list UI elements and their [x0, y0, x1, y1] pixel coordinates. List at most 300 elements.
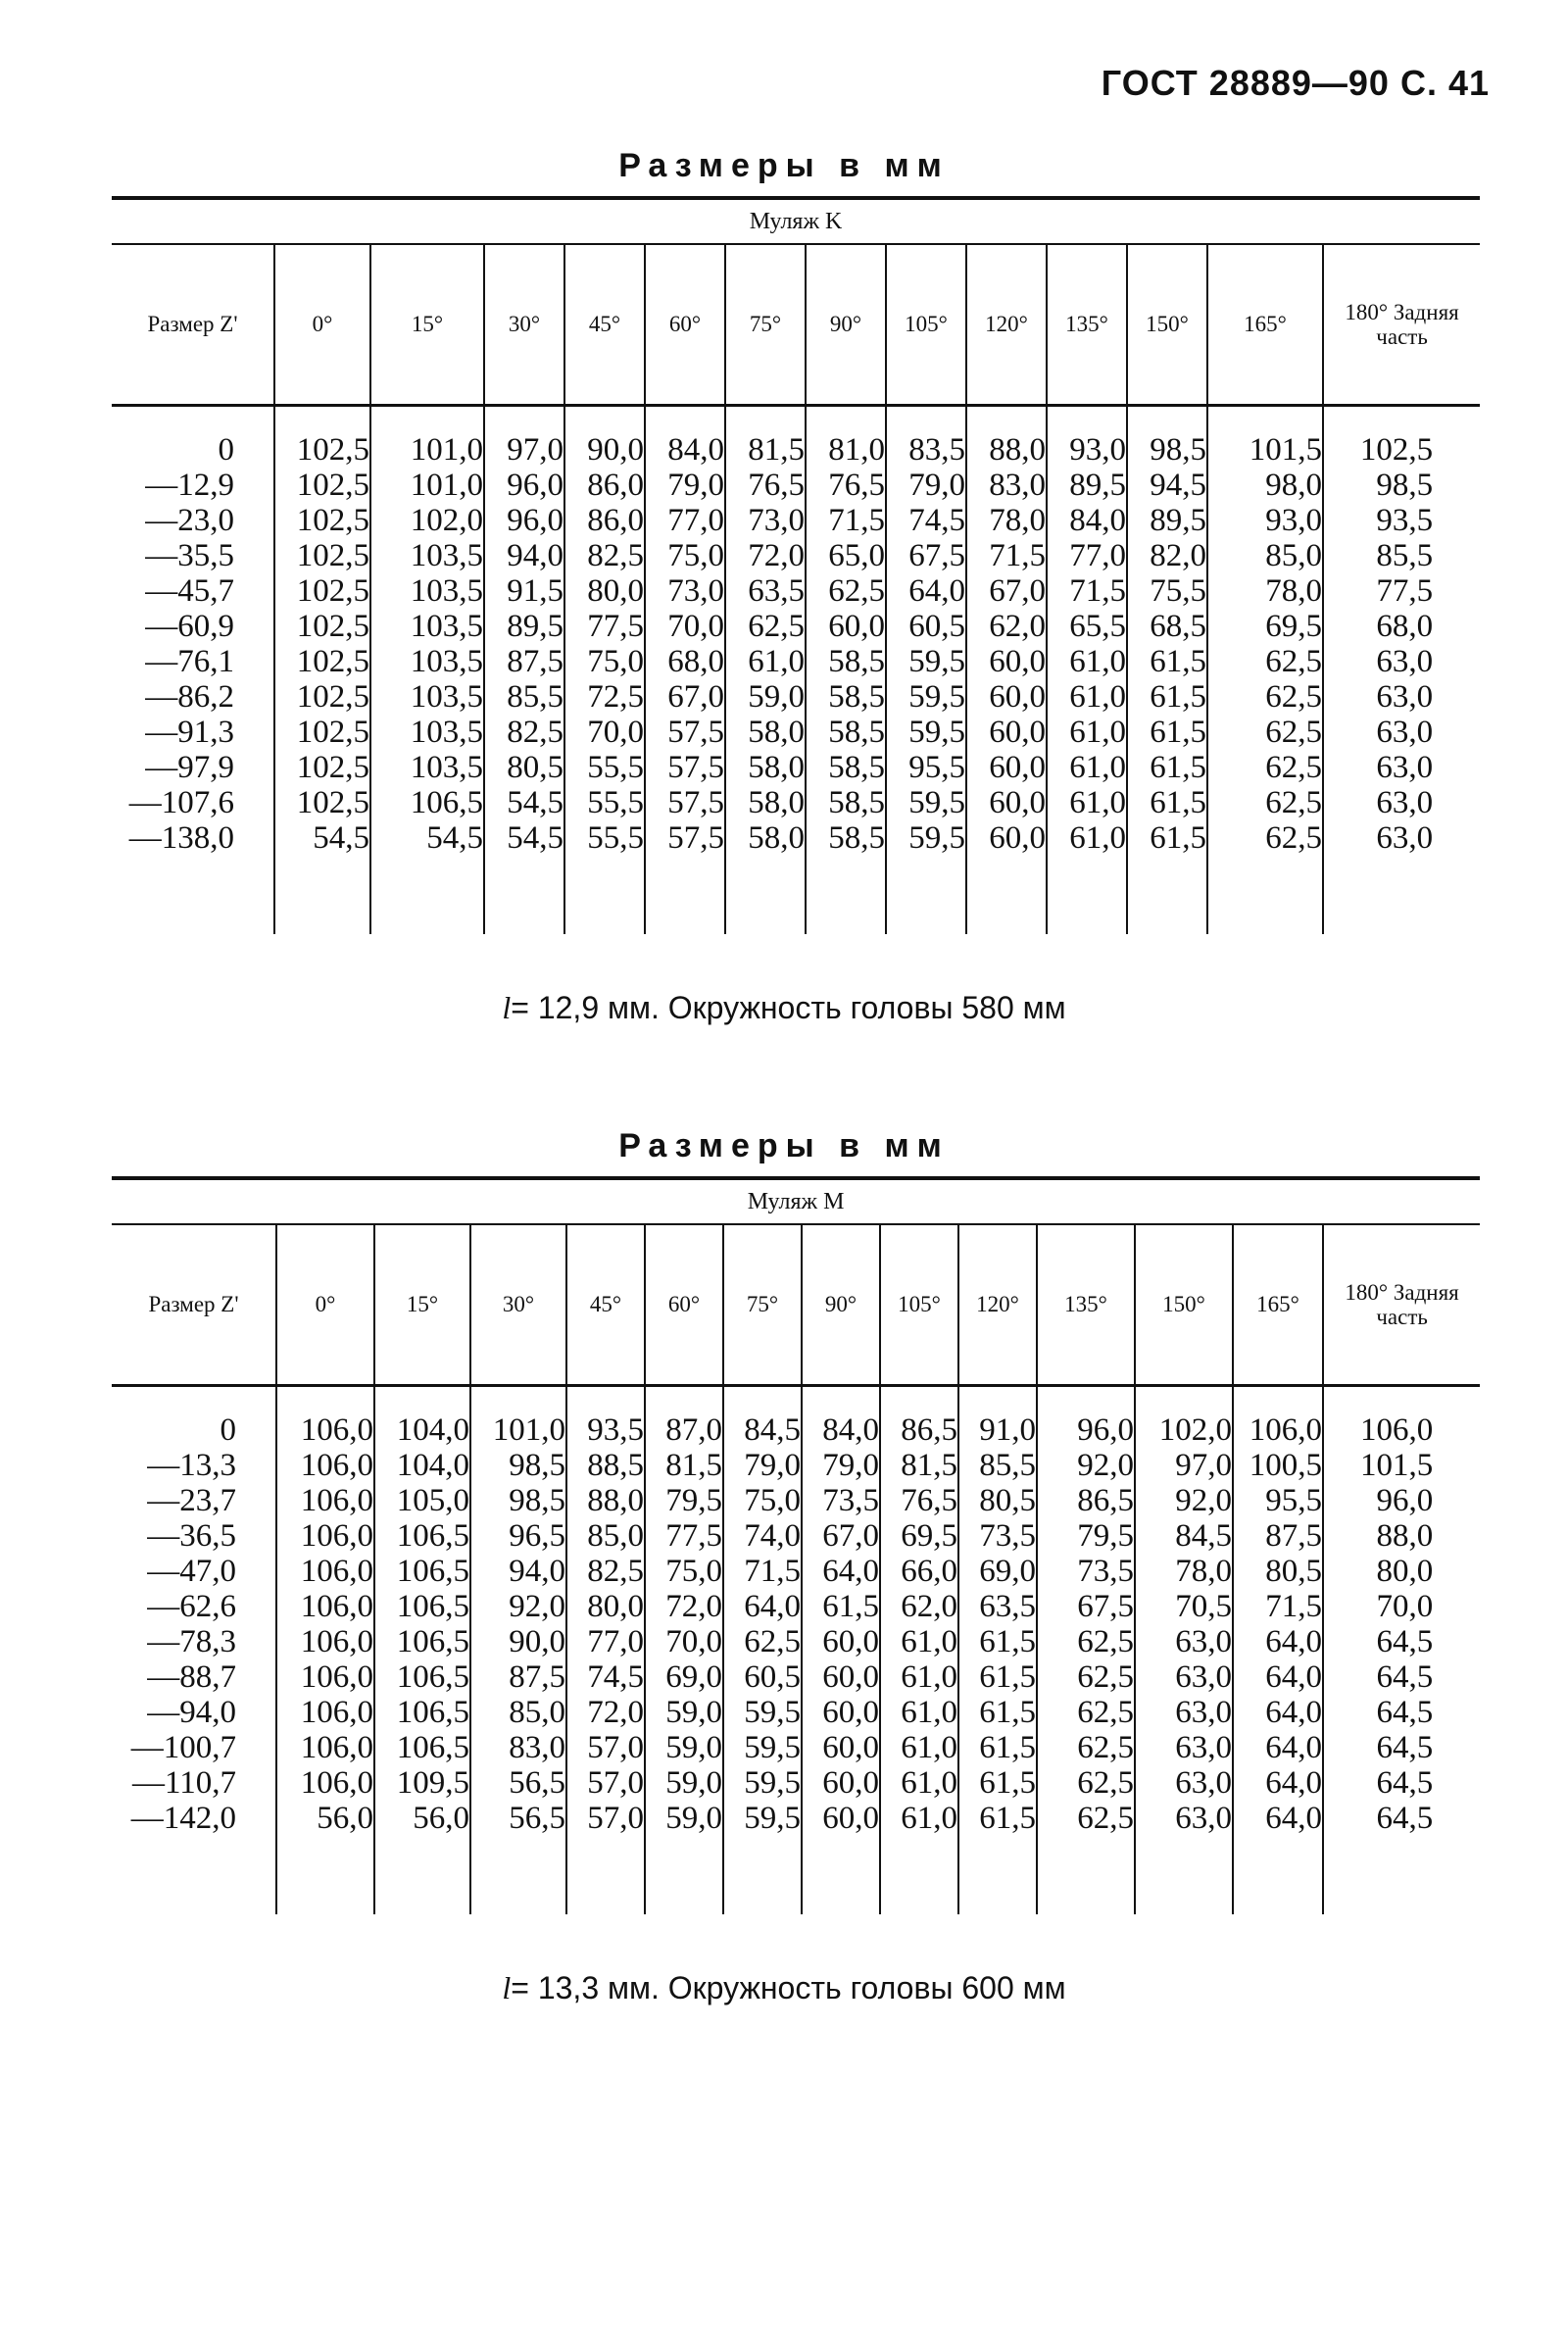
table2-cell: 106,0 [276, 1624, 374, 1659]
table2-cell: 62,5 [1037, 1624, 1135, 1659]
table2-row-label: —36,5 [147, 1518, 236, 1554]
table2-cell: 106,0 [276, 1518, 374, 1554]
table1-cell: 60,5 [886, 609, 966, 644]
table1-header-row [112, 244, 1480, 406]
table1-cell: 58,5 [806, 750, 886, 785]
table1-cell: 59,5 [886, 679, 966, 715]
table2-column-header: 30° [470, 1224, 566, 1386]
table2-cell: 75,0 [645, 1554, 723, 1589]
table2-spacer-cell [958, 1836, 1037, 1914]
table1-cell: 93,5 [1323, 503, 1480, 538]
table2-cell: 92,0 [470, 1589, 566, 1624]
table1-row [112, 503, 1480, 538]
table1-row-label: —86,2 [145, 679, 234, 715]
table2-row-label: —13,3 [147, 1448, 236, 1483]
table1-cell: 72,0 [725, 538, 806, 573]
table2-bottom-spacer-row [112, 1836, 1480, 1914]
table2-row-label: —110,7 [131, 1765, 236, 1801]
table2-cell: 64,0 [1233, 1624, 1323, 1659]
table1-cell: 63,0 [1323, 644, 1480, 679]
table2-cell: 82,5 [566, 1554, 645, 1589]
table1-spacer-cell [484, 406, 564, 433]
table1-row [112, 432, 1480, 468]
table1-column-header: 90° [806, 244, 886, 406]
table2-column-header: 15° [374, 1224, 470, 1386]
table2-cell: 59,5 [723, 1695, 802, 1730]
table2-model-label: Муляж M [112, 1180, 1480, 1225]
table2-cell: 79,0 [723, 1448, 802, 1483]
table1-cell: 61,0 [1047, 679, 1127, 715]
table2-cell: 70,0 [645, 1624, 723, 1659]
table1-cell: 102,5 [274, 538, 370, 573]
table1-cell: 70,0 [564, 715, 645, 750]
table2-cell: 59,0 [645, 1695, 723, 1730]
table1-cell: 83,5 [886, 432, 966, 468]
table2-cell: 74,0 [723, 1518, 802, 1554]
table2-cell: 81,5 [645, 1448, 723, 1483]
table1-cell: 75,0 [564, 644, 645, 679]
table2-cell: 101,5 [1323, 1448, 1480, 1483]
table1-spacer-cell [370, 856, 484, 934]
table1-cell: 61,0 [1047, 750, 1127, 785]
table1-cell: 79,0 [645, 468, 725, 503]
table1-cell: 54,5 [484, 785, 564, 820]
table2-row [112, 1448, 1480, 1483]
table2-cell: 57,0 [566, 1730, 645, 1765]
table1-spacer-cell [1323, 856, 1480, 934]
table1-row [112, 468, 1480, 503]
table2-spacer-cell [802, 1386, 880, 1413]
table2-cell: 79,0 [802, 1448, 880, 1483]
table2-cell: 71,5 [723, 1554, 802, 1589]
table1-cell: 73,0 [725, 503, 806, 538]
table1-cell: 102,5 [274, 503, 370, 538]
table1-spacer-cell [645, 856, 725, 934]
table2-cell: 91,0 [958, 1412, 1037, 1448]
table1-note-var: l [502, 990, 512, 1025]
table1-cell: 54,5 [274, 820, 370, 856]
table1-spacer-cell [1207, 406, 1323, 433]
table2-spacer-cell [470, 1386, 566, 1413]
table2-spacer-cell [1037, 1836, 1135, 1914]
table1-cell: 96,0 [484, 468, 564, 503]
table1-cell: 58,5 [806, 785, 886, 820]
table1-spacer-row [112, 406, 1480, 433]
table1-column-header: 15° [370, 244, 484, 406]
table2-cell: 64,5 [1323, 1730, 1480, 1765]
table2-spacer-cell [880, 1836, 958, 1914]
table1-row [112, 573, 1480, 609]
table1-cell: 58,0 [725, 715, 806, 750]
table2-cell: 106,0 [276, 1765, 374, 1801]
table1-cell: 80,5 [484, 750, 564, 785]
table1-cell: 57,5 [645, 785, 725, 820]
table2-cell: 61,0 [880, 1659, 958, 1695]
table1-cell: 101,5 [1207, 432, 1323, 468]
table2-cell: 73,5 [802, 1483, 880, 1518]
table2-cell: 61,5 [958, 1624, 1037, 1659]
table2-cell: 75,0 [723, 1483, 802, 1518]
table1-note-text: = 12,9 мм. Окружность головы 580 мм [511, 990, 1066, 1025]
table1-cell: 63,0 [1323, 750, 1480, 785]
table2-cell: 84,5 [1135, 1518, 1233, 1554]
table2-note-text: = 13,3 мм. Окружность головы 600 мм [511, 1970, 1066, 2005]
table1-cell: 61,5 [1127, 785, 1207, 820]
table2-cell: 78,0 [1135, 1554, 1233, 1589]
table1-model-row [112, 200, 1480, 245]
table1-cell: 59,5 [886, 820, 966, 856]
table1-cell: 62,0 [966, 609, 1047, 644]
table2-cell: 64,5 [1323, 1695, 1480, 1730]
table2-cell: 56,5 [470, 1801, 566, 1836]
table1-cell: 63,0 [1323, 785, 1480, 820]
table2-row [112, 1659, 1480, 1695]
table1-column-header: 135° [1047, 244, 1127, 406]
table2-cell: 87,5 [1233, 1518, 1323, 1554]
table2-cell: 106,5 [374, 1730, 470, 1765]
table1-cell: 67,0 [966, 573, 1047, 609]
table2-cell: 62,5 [1037, 1801, 1135, 1836]
table2-cell: 59,5 [723, 1801, 802, 1836]
table2-row [112, 1730, 1480, 1765]
table2-cell: 92,0 [1037, 1448, 1135, 1483]
table2-cell: 61,0 [880, 1730, 958, 1765]
table2-note [0, 1970, 1568, 2006]
table2-cell: 71,5 [1233, 1589, 1323, 1624]
table1-spacer-cell [1047, 406, 1127, 433]
table1-cell: 71,5 [1047, 573, 1127, 609]
table2-spacer-cell [1037, 1386, 1135, 1413]
table2-cell: 84,0 [802, 1412, 880, 1448]
table1-row [112, 644, 1480, 679]
table1-cell: 71,5 [806, 503, 886, 538]
table1-cell: 61,5 [1127, 750, 1207, 785]
table1-row-label: —45,7 [145, 573, 234, 609]
table2-row [112, 1554, 1480, 1589]
table1-spacer-cell [1323, 406, 1480, 433]
table1-spacer-cell [725, 856, 806, 934]
table1-cell: 102,5 [274, 679, 370, 715]
table2-model-row [112, 1180, 1480, 1225]
table1-cell: 70,0 [645, 609, 725, 644]
table1-column-header: 60° [645, 244, 725, 406]
table2-header-row [112, 1224, 1480, 1386]
table1-row-label: —12,9 [145, 468, 234, 503]
table2-cell: 61,0 [880, 1624, 958, 1659]
table2-cell: 85,0 [566, 1518, 645, 1554]
table2-cell: 106,0 [276, 1730, 374, 1765]
table1-cell: 102,0 [370, 503, 484, 538]
table1-cell: 90,0 [564, 432, 645, 468]
table2-cell: 95,5 [1233, 1483, 1323, 1518]
table2-cell: 88,0 [1323, 1518, 1480, 1554]
table2-cell: 64,5 [1323, 1659, 1480, 1695]
table2-column-header: 45° [566, 1224, 645, 1386]
table1-caption: Размеры в мм [618, 147, 950, 184]
table2-cell: 106,0 [276, 1554, 374, 1589]
table2-cell: 56,5 [470, 1765, 566, 1801]
table1-cell: 84,0 [645, 432, 725, 468]
table1-spacer-cell [645, 406, 725, 433]
table1-row [112, 715, 1480, 750]
table2-cell: 57,0 [566, 1801, 645, 1836]
table2-cell: 80,5 [1233, 1554, 1323, 1589]
table1-spacer-cell [966, 856, 1047, 934]
table2-cell: 69,0 [645, 1659, 723, 1695]
table1-cell: 68,5 [1127, 609, 1207, 644]
table1-cell: 63,0 [1323, 820, 1480, 856]
table1-cell: 78,0 [966, 503, 1047, 538]
table1-cell: 93,0 [1207, 503, 1323, 538]
table2-row [112, 1765, 1480, 1801]
table1-block [112, 196, 1480, 934]
table2-row [112, 1695, 1480, 1730]
table2-cell: 104,0 [374, 1448, 470, 1483]
table2-spacer-cell [1135, 1386, 1233, 1413]
table2-cell: 59,5 [723, 1730, 802, 1765]
table2-row-label: —88,7 [147, 1659, 236, 1695]
table1-spacer-cell [886, 856, 966, 934]
table1-cell: 103,5 [370, 538, 484, 573]
table1-spacer-cell [725, 406, 806, 433]
table1-cell: 102,5 [274, 468, 370, 503]
table1-cell: 103,5 [370, 573, 484, 609]
table1-row-label: —35,5 [145, 538, 234, 573]
table1-cell: 60,0 [806, 609, 886, 644]
table2-cell: 86,5 [880, 1412, 958, 1448]
table2-column-header: 105° [880, 1224, 958, 1386]
table2-cell: 106,0 [1233, 1412, 1323, 1448]
table1-row-label: —97,9 [145, 750, 234, 785]
table1-cell: 80,0 [564, 573, 645, 609]
table2-cell: 83,0 [470, 1730, 566, 1765]
table2-cell: 59,0 [645, 1801, 723, 1836]
table1-cell: 60,0 [966, 679, 1047, 715]
table1-spacer-cell [806, 856, 886, 934]
table2-cell: 56,0 [276, 1801, 374, 1836]
table1-cell: 61,0 [725, 644, 806, 679]
table1-cell: 77,5 [564, 609, 645, 644]
table1-spacer-cell [484, 856, 564, 934]
table1-cell: 58,0 [725, 785, 806, 820]
table2-spacer-cell [1323, 1836, 1480, 1914]
table2-cell: 70,5 [1135, 1589, 1233, 1624]
table1-cell: 60,0 [966, 644, 1047, 679]
table1-cell: 102,5 [1323, 432, 1480, 468]
table2-cell: 62,5 [723, 1624, 802, 1659]
table1-cell: 58,5 [806, 715, 886, 750]
table2-cell: 88,5 [566, 1448, 645, 1483]
table2-spacer-cell [566, 1836, 645, 1914]
table2-cell: 63,0 [1135, 1624, 1233, 1659]
table2-cell: 64,5 [1323, 1624, 1480, 1659]
table2-column-header: 75° [723, 1224, 802, 1386]
table1-column-header: 30° [484, 244, 564, 406]
table2-spacer-cell [645, 1836, 723, 1914]
table2-cell: 106,0 [276, 1412, 374, 1448]
table1-cell: 60,0 [966, 750, 1047, 785]
table1-cell: 55,5 [564, 785, 645, 820]
table1-spacer-cell [112, 856, 274, 934]
table1-column-header: 0° [274, 244, 370, 406]
table2-row-label: —47,0 [147, 1554, 236, 1589]
table1-cell: 68,0 [645, 644, 725, 679]
table2-cell: 98,5 [470, 1483, 566, 1518]
page-header: ГОСТ 28889—90 С. 41 [1101, 63, 1490, 103]
table2-spacer-cell [374, 1386, 470, 1413]
table1-spacer-cell [806, 406, 886, 433]
table2-cell: 109,5 [374, 1765, 470, 1801]
table1-spacer-cell [564, 406, 645, 433]
table2-cell: 90,0 [470, 1624, 566, 1659]
table2-cell: 69,5 [880, 1518, 958, 1554]
table1-cell: 60,0 [966, 820, 1047, 856]
table2-cell: 96,0 [1037, 1412, 1135, 1448]
table1-cell: 67,0 [645, 679, 725, 715]
table1 [112, 199, 1480, 934]
table1-column-header: 150° [1127, 244, 1207, 406]
table2-spacer-cell [880, 1386, 958, 1413]
table1-column-header: Размер Z' [112, 244, 274, 406]
table1-cell: 89,5 [1127, 503, 1207, 538]
table2-cell: 97,0 [1135, 1448, 1233, 1483]
table1-cell: 58,5 [806, 679, 886, 715]
table2-cell: 61,0 [880, 1765, 958, 1801]
table1-row-label: —107,6 [128, 785, 234, 820]
table2-spacer-cell [645, 1386, 723, 1413]
table1-cell: 84,0 [1047, 503, 1127, 538]
table1-cell: 85,5 [1323, 538, 1480, 573]
table1-cell: 76,5 [806, 468, 886, 503]
table1-cell: 65,0 [806, 538, 886, 573]
table2-cell: 80,0 [1323, 1554, 1480, 1589]
table2-cell: 94,0 [470, 1554, 566, 1589]
table1-spacer-cell [1127, 856, 1207, 934]
table2-cell: 63,0 [1135, 1801, 1233, 1836]
table2-cell: 70,0 [1323, 1589, 1480, 1624]
table2-column-header: 150° [1135, 1224, 1233, 1386]
table2-cell: 73,5 [1037, 1554, 1135, 1589]
table2-cell: 64,0 [1233, 1801, 1323, 1836]
table1-cell: 57,5 [645, 715, 725, 750]
table1-cell: 102,5 [274, 573, 370, 609]
table1-cell: 62,5 [1207, 644, 1323, 679]
table2-row-label: —62,6 [147, 1589, 236, 1624]
table1-spacer-cell [274, 856, 370, 934]
table1-cell: 68,0 [1323, 609, 1480, 644]
table2-row-label: —142,0 [130, 1801, 236, 1836]
table2-cell: 92,0 [1135, 1483, 1233, 1518]
table1-cell: 82,5 [484, 715, 564, 750]
table2-cell: 60,0 [802, 1695, 880, 1730]
table1-cell: 76,5 [725, 468, 806, 503]
table1-spacer-cell [370, 406, 484, 433]
table1-cell: 102,5 [274, 750, 370, 785]
table1-cell: 74,5 [886, 503, 966, 538]
table2-cell: 106,0 [276, 1695, 374, 1730]
table2-cell: 61,5 [802, 1589, 880, 1624]
table1-column-header: 165° [1207, 244, 1323, 406]
table2-cell: 93,5 [566, 1412, 645, 1448]
table1-cell: 106,5 [370, 785, 484, 820]
table1-cell: 62,5 [1207, 820, 1323, 856]
table1-cell: 103,5 [370, 715, 484, 750]
table1-row [112, 609, 1480, 644]
table2-cell: 59,0 [645, 1730, 723, 1765]
table2-cell: 61,5 [958, 1730, 1037, 1765]
table1-spacer-cell [274, 406, 370, 433]
table1-column-header: 75° [725, 244, 806, 406]
table1-column-header: 120° [966, 244, 1047, 406]
table2-cell: 61,5 [958, 1695, 1037, 1730]
table1-cell: 57,5 [645, 820, 725, 856]
table1-cell: 95,5 [886, 750, 966, 785]
table1-cell: 59,5 [886, 644, 966, 679]
table1-cell: 85,5 [484, 679, 564, 715]
table2-cell: 104,0 [374, 1412, 470, 1448]
table1-cell: 87,5 [484, 644, 564, 679]
table2-cell: 98,5 [470, 1448, 566, 1483]
table1-cell: 91,5 [484, 573, 564, 609]
table1-cell: 58,5 [806, 820, 886, 856]
table1-cell: 102,5 [274, 644, 370, 679]
table2-cell: 88,0 [566, 1483, 645, 1518]
table1-cell: 62,5 [1207, 750, 1323, 785]
table2-note-var: l [502, 1970, 512, 2005]
table2-row [112, 1518, 1480, 1554]
table2-spacer-cell [723, 1836, 802, 1914]
table2-spacer-cell [112, 1386, 276, 1413]
table1-cell: 83,0 [966, 468, 1047, 503]
table2-cell: 86,5 [1037, 1483, 1135, 1518]
table2-cell: 60,0 [802, 1624, 880, 1659]
table2-spacer-cell [1135, 1836, 1233, 1914]
table1-cell: 59,5 [886, 715, 966, 750]
table2-cell: 106,0 [276, 1448, 374, 1483]
table2-cell: 62,5 [1037, 1659, 1135, 1695]
table2-spacer-cell [802, 1836, 880, 1914]
table1-cell: 58,5 [806, 644, 886, 679]
table1-cell: 81,0 [806, 432, 886, 468]
table1-cell: 93,0 [1047, 432, 1127, 468]
table2-spacer-cell [723, 1386, 802, 1413]
table1-cell: 75,5 [1127, 573, 1207, 609]
table1-cell: 55,5 [564, 820, 645, 856]
table2-cell: 72,0 [566, 1695, 645, 1730]
table2-cell: 64,0 [1233, 1730, 1323, 1765]
table2-cell: 60,0 [802, 1659, 880, 1695]
table1-row-label: 0 [218, 432, 234, 468]
table2-cell: 106,5 [374, 1659, 470, 1695]
table2-column-header: Размер Z' [112, 1224, 276, 1386]
table1-cell: 67,5 [886, 538, 966, 573]
table1-cell: 102,5 [274, 432, 370, 468]
table1-cell: 79,0 [886, 468, 966, 503]
table2-cell: 73,5 [958, 1518, 1037, 1554]
table1-cell: 101,0 [370, 432, 484, 468]
table2-cell: 79,5 [645, 1483, 723, 1518]
table2-cell: 62,5 [1037, 1765, 1135, 1801]
table2-cell: 56,0 [374, 1801, 470, 1836]
table1-cell: 103,5 [370, 750, 484, 785]
table1-spacer-cell [966, 406, 1047, 433]
table1-cell: 62,5 [806, 573, 886, 609]
table2-cell: 106,0 [276, 1589, 374, 1624]
table2-spacer-cell [566, 1386, 645, 1413]
table1-cell: 82,0 [1127, 538, 1207, 573]
table2-cell: 106,5 [374, 1589, 470, 1624]
table1-spacer-cell [1207, 856, 1323, 934]
